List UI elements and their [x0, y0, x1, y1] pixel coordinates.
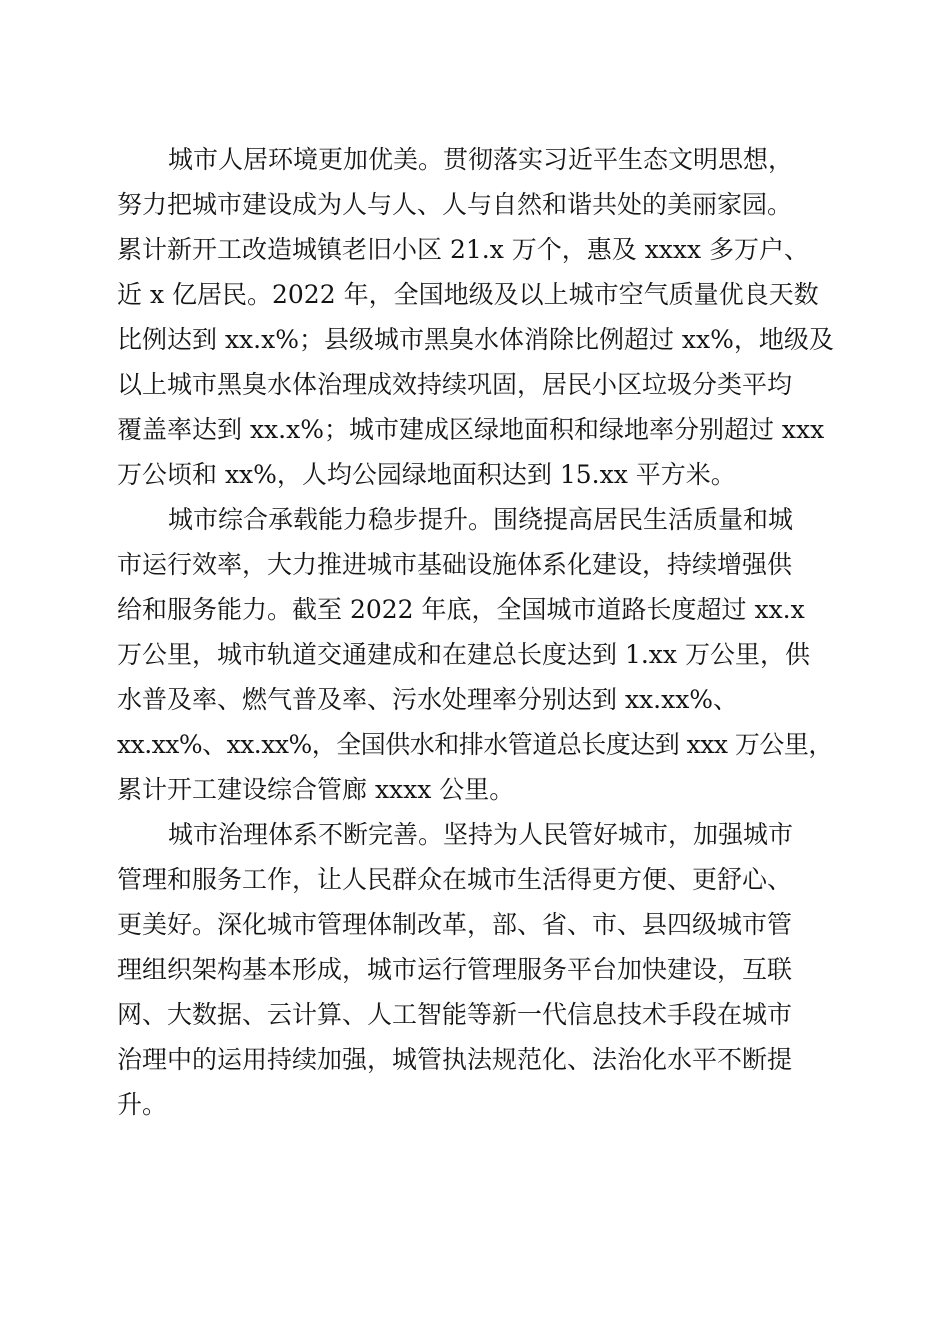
paragraph-3-line-7: 升。: [117, 1090, 168, 1119]
paragraph-1-line-3: 累计新开工改造城镇老旧小区 21.x 万个，惠及 xxxx 多万户、: [117, 235, 810, 264]
paragraph-1-line-2: 努力把城市建设成为人与人、人与自然和谐共处的美丽家园。: [117, 190, 793, 219]
paragraph-2-line-1: 城市综合承载能力稳步提升。围绕提高居民生活质量和城: [168, 505, 794, 534]
paragraph-1-line-5: 比例达到 xx.x%；县级城市黑臭水体消除比例超过 xx%，地级及: [117, 325, 834, 354]
paragraph-1-line-7: 覆盖率达到 xx.x%；城市建成区绿地面积和绿地率分别超过 xxx: [117, 415, 825, 444]
paragraph-1-line-8: 万公顷和 xx%，人均公园绿地面积达到 15.xx 平方米。: [117, 460, 736, 489]
paragraph-2-line-3: 给和服务能力。截至 2022 年底，全国城市道路长度超过 xx.x: [117, 595, 805, 624]
paragraph-3-line-5: 网、大数据、云计算、人工智能等新一代信息技术手段在城市: [117, 1000, 793, 1029]
paragraph-2-line-2: 市运行效率，大力推进城市基础设施体系化建设，持续增强供: [117, 550, 793, 579]
paragraph-2-line-4: 万公里，城市轨道交通建成和在建总长度达到 1.xx 万公里，供: [117, 640, 810, 669]
paragraph-3-line-3: 更美好。深化城市管理体制改革，部、省、市、县四级城市管: [117, 910, 793, 939]
paragraph-2-line-5: 水普及率、燃气普及率、污水处理率分别达到 xx.xx%、: [117, 685, 739, 714]
paragraph-1-line-1: 城市人居环境更加优美。贯彻落实习近平生态文明思想，: [168, 145, 794, 174]
paragraph-3-line-1: 城市治理体系不断完善。坚持为人民管好城市，加强城市: [168, 820, 794, 849]
paragraph-1-line-4: 近 x 亿居民。2022 年，全国地级及以上城市空气质量优良天数: [117, 280, 819, 309]
paragraph-2-line-7: 累计开工建设综合管廊 xxxx 公里。: [117, 775, 515, 804]
paragraph-1-line-6: 以上城市黑臭水体治理成效持续巩固，居民小区垃圾分类平均: [117, 370, 793, 399]
paragraph-3-line-6: 治理中的运用持续加强，城管执法规范化、法治化水平不断提: [117, 1045, 793, 1074]
paragraph-3-line-4: 理组织架构基本形成，城市运行管理服务平台加快建设，互联: [117, 955, 793, 984]
paragraph-2-line-6: xx.xx%、xx.xx%，全国供水和排水管道总长度达到 xxx 万公里，: [117, 730, 833, 759]
paragraph-3-line-2: 管理和服务工作，让人民群众在城市生活得更方便、更舒心、: [117, 865, 793, 894]
